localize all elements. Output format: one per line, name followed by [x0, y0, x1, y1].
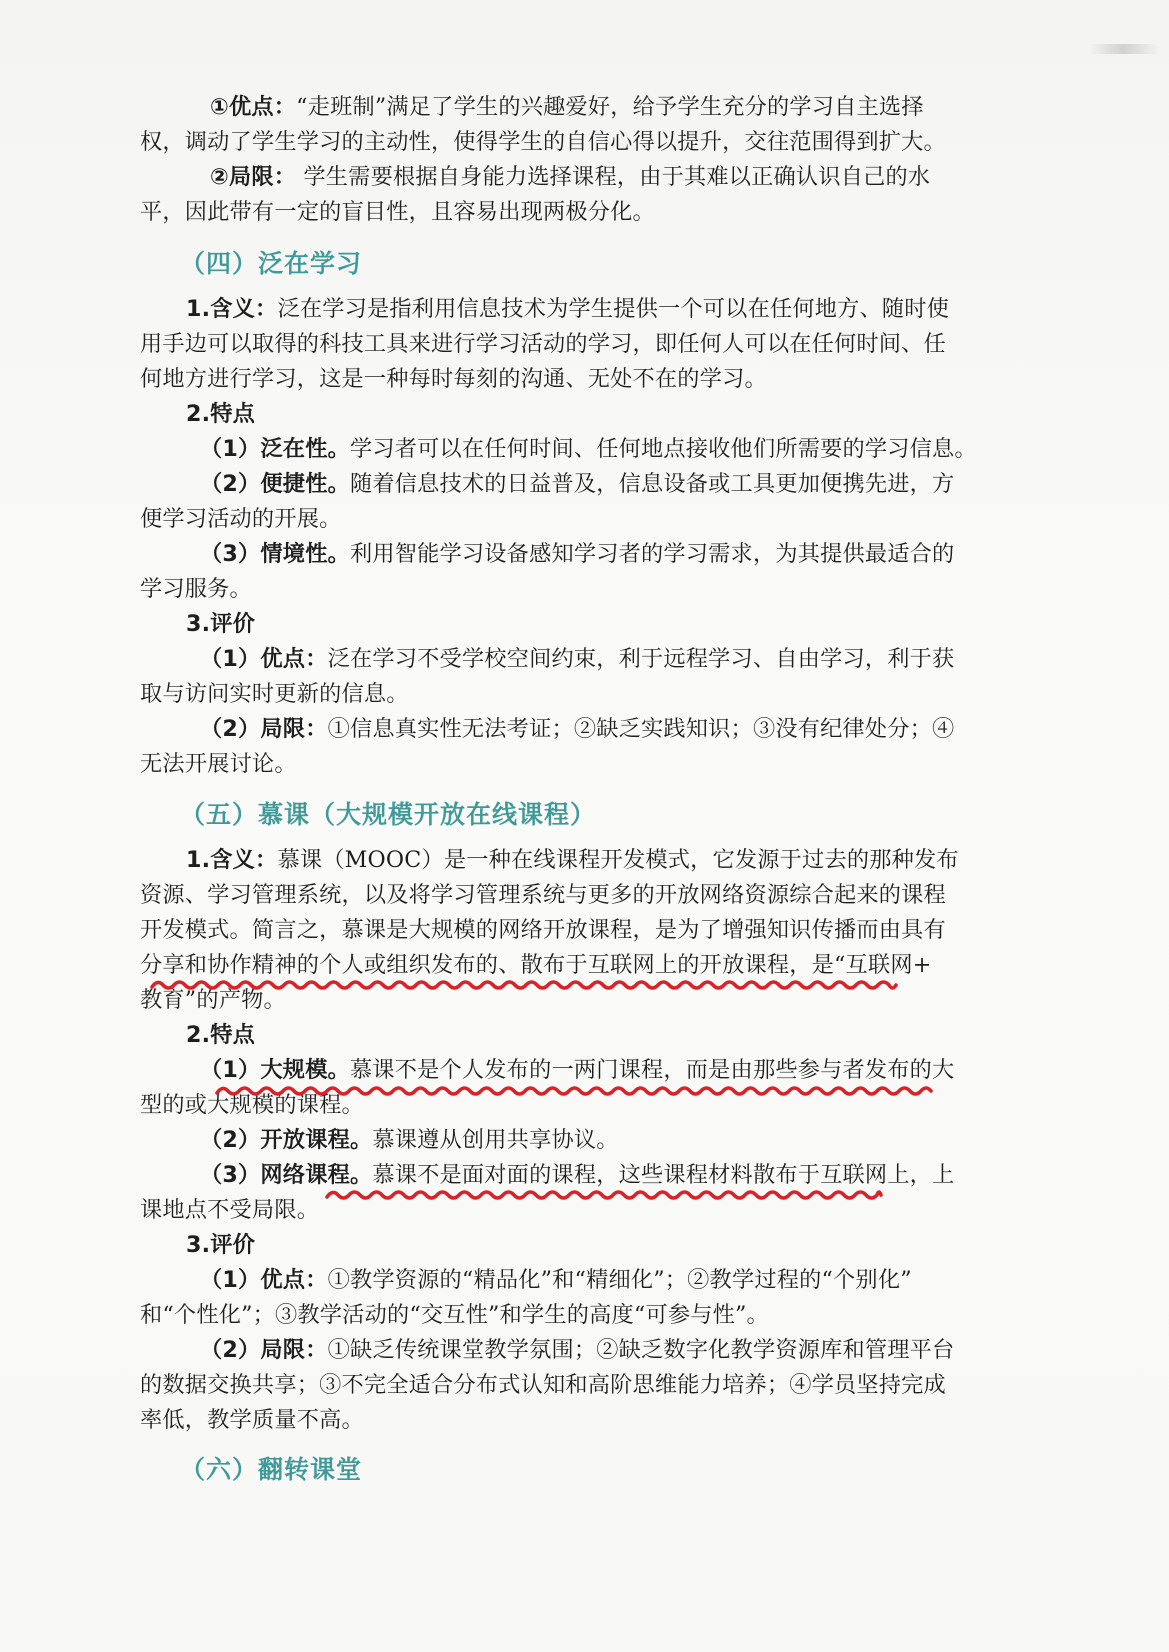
- paragraph-line: 取与访问实时更新的信息。: [140, 681, 409, 707]
- feature-label: （2）开放课程。: [200, 1127, 373, 1153]
- feature-text: 利用智能学习设备感知学习者的学习需求，为其提供最适合的: [349, 541, 955, 567]
- paragraph-line: 教育”的产物。: [140, 987, 286, 1013]
- subsection-label: 3.评价: [186, 611, 256, 637]
- paragraph-line: 权，调动了学生学习的主动性，使得学生的自信心得以提升，交往范围得到扩大。: [140, 129, 946, 155]
- section-heading: （六）翻转课堂: [180, 1455, 363, 1484]
- paragraph-line: 资源、学习管理系统，以及将学习管理系统与更多的开放网络资源综合起来的课程: [140, 882, 946, 908]
- feature-text: 学习者可以在任何时间、任何地点接收他们所需要的学习信息。: [349, 436, 977, 462]
- feature-line: [200, 469, 954, 499]
- paragraph-line: 和“个性化”；③教学活动的“交互性”和学生的高度“可参与性”。: [140, 1302, 769, 1328]
- paragraph-line: 平，因此带有一定的盲目性，且容易出现两极分化。: [140, 199, 655, 225]
- feature-line: [200, 434, 977, 464]
- pro-text: 泛在学习不受学校空间约束，利于远程学习、自由学习，利于获: [327, 646, 955, 672]
- scan-artifact: [1088, 44, 1158, 54]
- con-text: ①缺乏传统课堂教学氛围；②缺乏数字化教学资源库和管理平台: [327, 1337, 955, 1363]
- eval-line: [200, 714, 954, 744]
- con-text: 学生需要根据自身能力选择课程，由于其难以正确认识自己的水: [296, 164, 931, 190]
- subsection-label: 3.评价: [186, 1232, 256, 1258]
- feature-label: （1）泛在性。: [200, 436, 350, 462]
- paragraph-line: 的数据交换共享；③不完全适合分布式认知和高阶思维能力培养；④学员坚持完成: [140, 1372, 946, 1398]
- pro-label: ①优点：: [210, 94, 297, 120]
- feature-line: [200, 1125, 619, 1155]
- paragraph-line: 用手边可以取得的科技工具来进行学习活动的学习，即任何人可以在任何时间、任: [140, 331, 946, 357]
- red-squiggle-underline: [150, 970, 900, 1000]
- con-text: ①信息真实性无法考证；②缺乏实践知识；③没有纪律处分；④: [327, 716, 955, 742]
- subsection-label: 2.特点: [186, 1022, 256, 1048]
- eval-line: [200, 1265, 912, 1295]
- feature-text: 慕课不是面对面的课程，这些课程材料散布于互联网上，上: [372, 1162, 955, 1188]
- con-label: ②局限：: [210, 164, 297, 190]
- subsection-label: 2.特点: [186, 401, 256, 427]
- feature-text: 慕课不是个人发布的一两门课程，而是由那些参与者发布的大: [349, 1057, 955, 1083]
- paragraph-line: 学习服务。: [140, 576, 252, 602]
- paragraph-line: 何地方进行学习，这是一种每时每刻的沟通、无处不在的学习。: [140, 366, 767, 392]
- pro-label: （1）优点：: [200, 1267, 328, 1293]
- paragraph-line: 型的或大规模的课程。: [140, 1092, 364, 1118]
- con-label: （2）局限：: [200, 716, 328, 742]
- eval-line: [200, 1335, 954, 1365]
- con-label: （2）局限：: [200, 1337, 328, 1363]
- paragraph-line: 分享和协作精神的个人或组织发布的、散布于互联网上的开放课程，是“互联网+: [140, 952, 932, 978]
- paragraph-line: 开发模式。简言之，慕课是大规模的网络开放课程，是为了增强知识传播而由具有: [140, 917, 946, 943]
- paragraph-line: 便学习活动的开展。: [140, 506, 342, 532]
- feature-label: （3）情境性。: [200, 541, 350, 567]
- meaning-label: 1.含义：: [186, 296, 278, 322]
- feature-text: 慕课遵从创用共享协议。: [372, 1127, 619, 1153]
- paragraph-line: [186, 294, 949, 324]
- paragraph-line: [186, 845, 959, 875]
- feature-label: （1）大规模。: [200, 1057, 350, 1083]
- paragraph-line: [210, 92, 924, 122]
- paragraph-line: 无法开展讨论。: [140, 751, 297, 777]
- pro-text: ①教学资源的“精品化”和“精细化”；②教学过程的“个别化”: [327, 1267, 912, 1293]
- feature-line: [200, 539, 954, 569]
- section-heading: （五）慕课（大规模开放在线课程）: [180, 800, 597, 829]
- paragraph-line: 课地点不受局限。: [140, 1197, 320, 1223]
- paragraph-line: 率低，教学质量不高。: [140, 1407, 364, 1433]
- section-heading: （四）泛在学习: [180, 249, 363, 278]
- feature-label: （2）便捷性。: [200, 471, 350, 497]
- red-squiggle-underline: [215, 1076, 935, 1106]
- eval-line: [200, 644, 954, 674]
- meaning-label: 1.含义：: [186, 847, 278, 873]
- red-squiggle-underline: [325, 1180, 885, 1210]
- pro-label: （1）优点：: [200, 646, 328, 672]
- meaning-text: 慕课（MOOC）是一种在线课程开发模式，它发源于过去的那种发布: [277, 847, 959, 873]
- paragraph-line: [210, 162, 930, 192]
- feature-label: （3）网络课程。: [200, 1162, 373, 1188]
- meaning-text: 泛在学习是指利用信息技术为学生提供一个可以在任何地方、随时使: [277, 296, 950, 322]
- feature-text: 随着信息技术的日益普及，信息设备或工具更加便携先进，方: [349, 471, 955, 497]
- pro-text: “走班制”满足了学生的兴趣爱好，给予学生充分的学习自主选择: [296, 94, 924, 120]
